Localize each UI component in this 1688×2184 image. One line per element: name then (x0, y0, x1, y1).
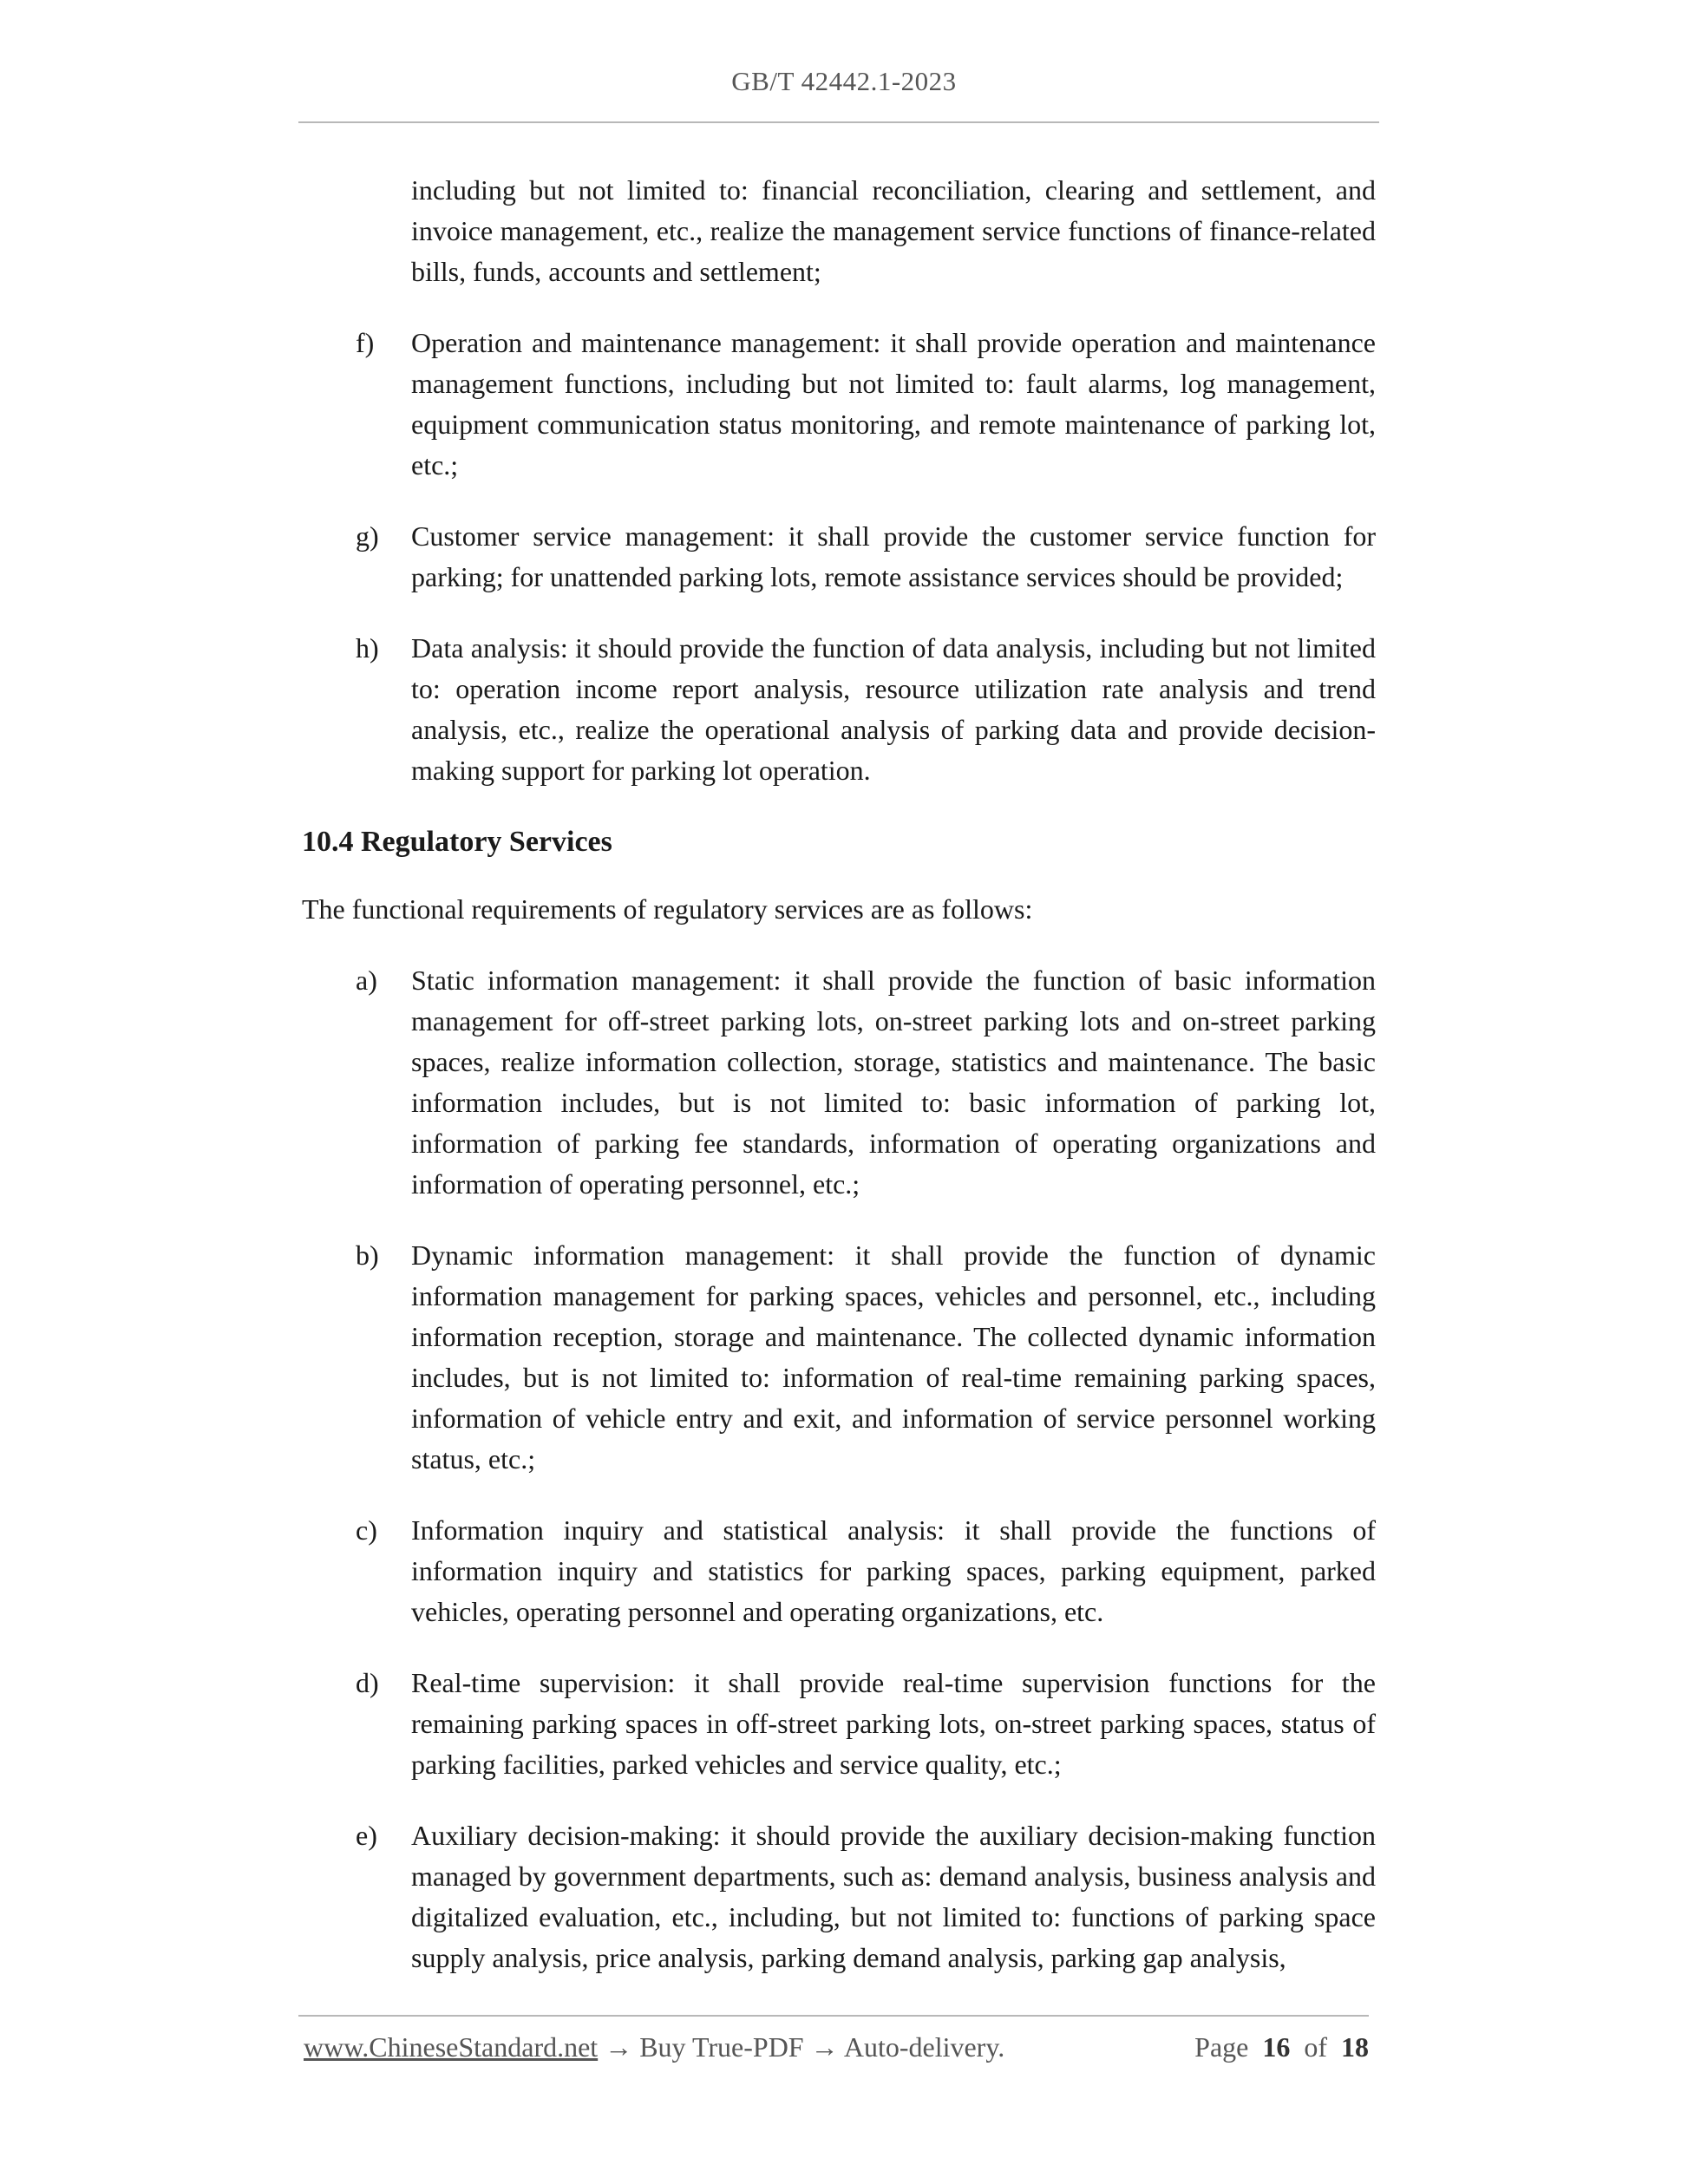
list-marker: f) (356, 327, 375, 358)
buy-pdf-text: Buy True-PDF (639, 2031, 804, 2063)
section-intro: The functional requirements of regulatory services are as follows: (302, 893, 1033, 925)
list-item-text: Real-time supervision: it shall provide real-time supervision functions for the remaining parking spaces in off-street parking lots, on-street parking spaces, status of parking facilities, parked vehicles and service quality, etc.; (411, 1667, 1376, 1780)
list-item-g (302, 516, 1376, 598)
list-marker: a) (356, 964, 377, 996)
arrow-right-icon: → (605, 2031, 633, 2063)
footer-divider (298, 2015, 1369, 2017)
list-marker: g) (356, 520, 379, 552)
list-item-continuation (302, 170, 1376, 292)
header-divider (298, 121, 1379, 123)
page-label: Page (1194, 2031, 1249, 2063)
section-heading: 10.4 Regulatory Services (302, 826, 612, 858)
footer-promo (304, 2031, 1004, 2063)
list-marker: b) (356, 1239, 379, 1271)
list-item-e (302, 1815, 1376, 1978)
list-item-text: Information inquiry and statistical analysis: it shall provide the functions of information inquiry and statistics for parking spaces, parking equipment, parked vehicles, operating personnel and operating organizations, etc. (411, 1514, 1376, 1627)
website-link[interactable]: www.ChineseStandard.net (304, 2031, 599, 2063)
document-body (302, 170, 1376, 2009)
list-item-text: Data analysis: it should provide the function of data analysis, including but not limited to: operation income report analysis, resource utilization rate analysis and trend analysis, etc., realize the operational analysis of parking data and provide decision-making support for parking lot operation. (411, 632, 1376, 786)
current-page-number: 16 (1262, 2031, 1291, 2063)
list-item-text: Operation and maintenance management: it shall provide operation and maintenance management functions, including but not limited to: fault alarms, log management, equipment communication status monitoring, and remote maintenance of parking lot, etc.; (411, 327, 1376, 481)
list-item-text: Dynamic information management: it shall provide the function of dynamic information management for parking spaces, vehicles and personnel, etc., including information reception, storage and maintenance. The collected dynamic information includes, but is not limited to: information of real-time remaining parking spaces, information of vehicle entry and exit, and information of service personnel working status, etc.; (411, 1239, 1376, 1475)
of-label: of (1304, 2031, 1327, 2063)
auto-delivery-text: Auto-delivery. (843, 2031, 1005, 2063)
list-item-a (302, 960, 1376, 1205)
list-item-text: Static information management: it shall provide the function of basic information management for off-street parking lots, on-street parking lots and on-street parking spaces, realize information collection, storage, statistics and maintenance. The basic information includes, but is not limited to: basic information of parking lot, information of parking fee standards, information of operating organizations and information of operating personnel, etc.; (411, 964, 1376, 1200)
list-item-f (302, 323, 1376, 486)
list-marker: e) (356, 1820, 377, 1851)
list-item-text: including but not limited to: financial reconciliation, clearing and settlement, and invoice management, etc., realize the management service functions of finance-related bills, funds, accounts and settlement; (411, 174, 1376, 287)
list-item-b (302, 1235, 1376, 1480)
list-item-c (302, 1510, 1376, 1632)
document-header-title: GB/T 42442.1-2023 (731, 66, 957, 96)
list-marker: h) (356, 632, 379, 664)
list-item-d (302, 1663, 1376, 1785)
arrow-right-icon: → (810, 2031, 839, 2063)
total-pages-number: 18 (1341, 2031, 1369, 2063)
list-item-text: Auxiliary decision-making: it should provide the auxiliary decision-making function managed by government departments, such as: demand analysis, business analysis and digitalized evaluation, etc., including, but not limited to: functions of parking space supply analysis, price analysis, parking demand analysis, parking gap analysis, (411, 1820, 1376, 1973)
list-item-h (302, 628, 1376, 791)
list-item-text: Customer service management: it shall provide the customer service function for parking; for unattended parking lots, remote assistance services should be provided; (411, 520, 1376, 592)
list-marker: c) (356, 1514, 377, 1546)
page-indicator (1194, 2031, 1369, 2063)
list-marker: d) (356, 1667, 379, 1698)
